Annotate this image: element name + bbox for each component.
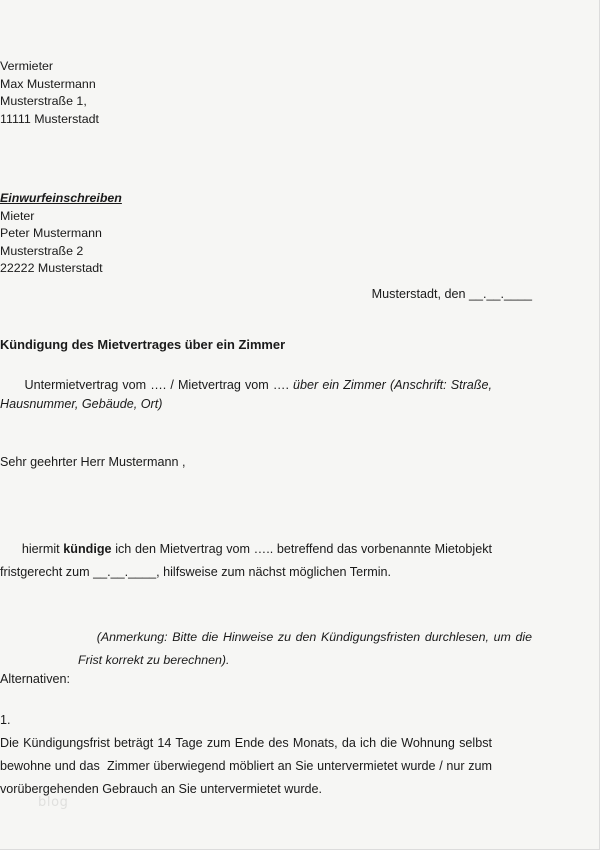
body-text-part1: hiermit	[21, 542, 64, 556]
reference-plain-text: Untermietvertrag vom …. / Mietvertrag vom ….	[24, 378, 294, 392]
recipient-city: 22222 Musterstadt	[0, 261, 103, 276]
body-text-part2: ich den Mietvertrag vom ….. betreffend das vorbenannte Mietobjekt fristgerecht zum __.__.____, hilfsweise zum nächst möglichen Termin.	[0, 542, 496, 579]
alternative-body-text: Die Kündigungsfrist beträgt 14 Tage zum Ende des Monats, da ich die Wohnung selbst bewohne und das Zimmer überwiegend möbliert an Sie untervermietet wurde / nur zum vorübergehenden Gebrauch an Sie untervermietet wurde.	[0, 736, 496, 796]
recipient-name: Peter Mustermann	[0, 226, 102, 241]
alternative-item-body	[0, 732, 496, 801]
sender-city: 11111 Musterstadt	[0, 111, 99, 126]
recipient-role-label: Mieter	[0, 208, 35, 223]
delivery-method-label: Einwurfeinschreiben	[0, 191, 122, 205]
dateline-text: Musterstadt, den __.__.____	[371, 287, 532, 301]
alternatives-label: Alternativen:	[0, 672, 71, 686]
salutation-text: Sehr geehrter Herr Mustermann ,	[0, 455, 186, 469]
contract-reference	[0, 357, 496, 433]
salutation	[0, 451, 492, 474]
body-paragraph	[0, 515, 496, 607]
recipient-address-block	[0, 190, 492, 278]
alternative-number-text: 1.	[0, 713, 11, 727]
sender-address-block	[0, 58, 492, 128]
sender-role-label: Vermieter	[0, 59, 54, 73]
sender-street: Musterstraße 1,	[0, 94, 87, 109]
reference-italic-text: über ein Zimmer (Anschrift: Straße, Hausnummer, Gebäude, Ort)	[0, 378, 496, 411]
dateline	[40, 285, 532, 303]
blog-watermark: blog	[38, 795, 69, 810]
subject-line	[0, 336, 492, 354]
alternative-item-number	[0, 709, 492, 732]
alternatives-heading	[0, 668, 492, 691]
recipient-street: Musterstraße 2	[0, 243, 84, 258]
sender-name: Max Mustermann	[0, 76, 96, 91]
body-text-emphasis: kündige	[63, 542, 112, 556]
subject-text: Kündigung des Mietvertrages über ein Zimmer	[0, 337, 286, 352]
deadline-note-text: (Anmerkung: Bitte die Hinweise zu den Kündigungsfristen durchlesen, um die Frist korrekt zu berechnen).	[78, 630, 536, 667]
